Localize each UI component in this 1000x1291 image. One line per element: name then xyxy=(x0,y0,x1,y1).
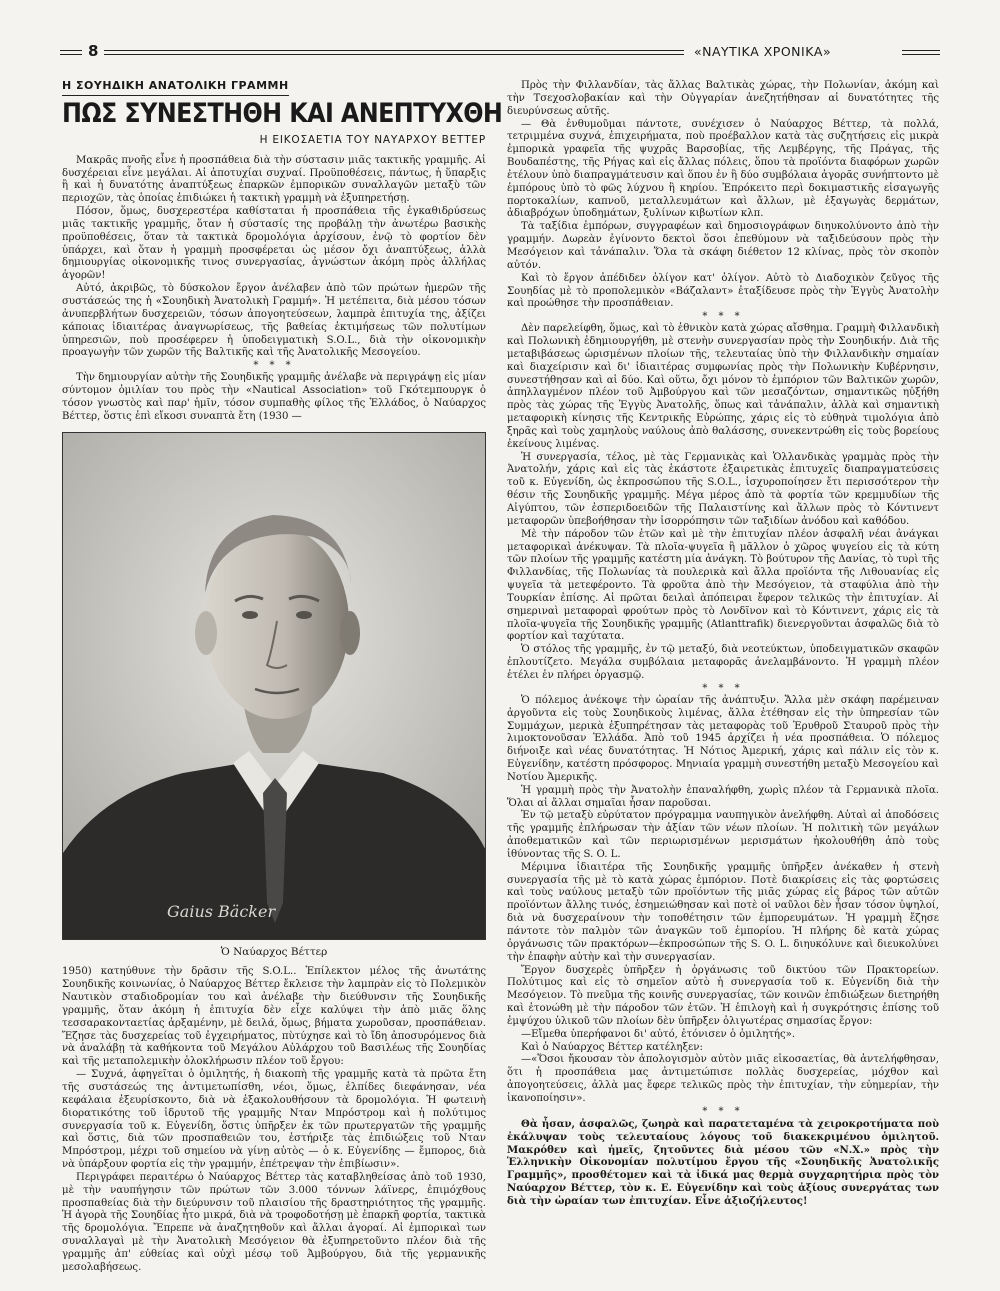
paragraph: Ἔργον δυσχερὲς ὑπῆρξεν ἡ ὀργάνωσις τοῦ δικτύου τῶν Πρακτορείων. Πολύτιμος καὶ εἰς τὸ σημεῖον αὐτὸ ἡ συνεργασία τοῦ κ. Εὐγενίδη διὰ τὴν Μεσόγειον. Τὸ πνεῦμα τῆς κοινῆς συνεργασίας, τῶν κοινῶν ἐπιδιώξεων διετηρήθη καὶ ἐτονώθη μὲ τὴν πάροδον τῶν ἐτῶν. Ἡ ἐπιλογὴ καὶ ἡ συγκρότησις ἐπίσης τοῦ ἐμψύχου ὑλικοῦ τῶν πλοίων δὲν ὑπῆρξεν ὀλιγωτέρας σημασίας ἔργον: xyxy=(507,964,939,1027)
paragraph: Μακρᾶς πνοῆς εἶνε ἡ προσπάθεια διὰ τὴν σύστασιν μιᾶς τακτικῆς γραμμῆς. Αἱ δυσχέρειαι εἶνε μεγάλαι. Αἱ ἀποτυχίαι συχναί. Προϋποθέσεις, πάντως, ἡ ὕπαρξις ἢ καὶ ἡ δυνατότης ἀναπτύξεως ἐπαρκῶν ἐμπορικῶν συναλλαγῶν μεταξὺ τῶν περιοχῶν, τὰς ὁποίας ἐπιδιώκει ἡ τακτικὴ γραμμὴ νὰ ἐξυπηρετήσῃ. xyxy=(62,154,486,205)
page-number: 8 xyxy=(88,42,99,60)
paragraph: Ὁ πόλεμος ἀνέκοψε τὴν ὡραίαν τῆς ἀνάπτυξιν. Ἄλλα μὲν σκάφη παρέμειναν ἀργοῦντα εἰς τοὺς Σουηδικοὺς λιμένας, ἄλλα ἐτέθησαν εἰς τὴν ὑπηρεσίαν τῶν Συμμάχων, μερικὰ ἐξυπηρέτησαν τὰς μεταφορὰς τοῦ Ἐρυθροῦ Σταυροῦ πρὸς τὴν λιμοκτονοῦσαν Ἑλλάδα. Ἀπὸ τοῦ 1945 ἀρχίζει ἡ νέα προσπάθεια. Ὁ πόλεμος διήνοιξε καὶ νέας δυνατότητας. Ἡ Νότιος Ἀμερική, χάρις καὶ πάλιν εἰς τὸν κ. Εὐγενίδην, κατέστη πρόσφορος. Μηνιαία γραμμὴ συνεστήθη μεταξὺ Μεσογείου καὶ Νοτίου Ἀμερικῆς. xyxy=(507,694,939,783)
paragraph: Τὰ ταξίδια ἐμπόρων, συγγραφέων καὶ δημοσιογράφων διηυκολύνοντο ἀπὸ τὴν γραμμήν. Δωρεὰν ἐγίνοντο δεκτοὶ ὅσοι ἐπεθύμουν νὰ ταξιδεύσουν πρὸς τὴν Μεσόγειον καὶ τἀνάπαλιν. Ὅλα τὰ σκάφη διέθετον 12 κλίνας, πρὸς τὸν σκοπὸν αὐτόν. xyxy=(507,221,939,271)
photo-caption: Ὁ Ναύαρχος Βέττερ xyxy=(220,945,328,958)
page-header xyxy=(60,42,940,64)
portrait-photo xyxy=(62,432,486,940)
section-divider-stars: * * * xyxy=(253,360,295,372)
paragraph: —«Ὅσοι ἤκουσαν τὸν ἀπολογισμὸν αὐτὸν μιᾶς εἰκοσαετίας, θὰ ἀντελήφθησαν, ὅτι ἡ προσπάθεια μας ἀντιμετώπισε πολλὰς δυσχερείας, μόχθον καὶ ἀπογοητεύσεις, ἀλλὰ μας ἔφερε τελικῶς πρὸς τὴν ἐπιτυχίαν, τὴν εὐημερίαν, τὴν ἱκανοποίησιν». xyxy=(507,1054,939,1104)
paragraph: —Εἴμεθα ὑπερήφανοι δι' αὐτό, ἐτόνισεν ὁ ὁμιλητής». xyxy=(521,1028,796,1040)
header-rule-middle xyxy=(104,50,684,55)
right-column xyxy=(507,80,939,1208)
article-subhead: Η ΕΙΚΟΣΑΕΤΙΑ ΤΟΥ ΝΑΥΑΡΧΟΥ ΒΕΤΤΕΡ xyxy=(259,133,486,146)
paragraph: Μέριμνα ἰδιαιτέρα τῆς Σουηδικῆς γραμμῆς ὑπῆρξεν ἀνέκαθεν ἡ στενὴ συνεργασία τῆς μὲ τὸ κατὰ χώρας ἐμπόριον. Ποτὲ διακρίσεις εἰς τὰς φορτώσεις καὶ τοὺς ναύλους μεταξὺ τῶν προϊόντων τῆς μιᾶς χώρας εἰς βάρος τῶν αὐτῶν προϊόντων ἄλλης τινός, ἐσημειώθησαν καὶ ποτὲ οἱ ναῦλοι δὲν ἦσαν τόσον ὑψηλοί, διὰ νὰ δυσχεραίνουν τὴν τοποθέτησιν τῶν ἐμπορευμάτων. Ἡ γραμμὴ ἔζησε πάντοτε τὸν παλμὸν τῶν ἀναγκῶν τοῦ ἐμπορίου. Ἡ πλήρης δὲ κατὰ χώρας ὀργάνωσις τῶν πρακτόρων—ἐκπροσώπων τῆς S. O. L. διηυκόλυνε καὶ διευκολύνει τὴν ἐπαφὴν αὐτὴν καὶ τὴν συνεργασίαν. xyxy=(507,861,939,963)
article-kicker: Η ΣΟΥΗΔΙΚΗ ΑΝΑΤΟΛΙΚΗ ΓΡΑΜΜΗ xyxy=(62,80,289,96)
paragraph: Αὐτό, ἀκριβῶς, τὸ δύσκολον ἔργον ἀνέλαβεν ἀπὸ τῶν πρώτων ἡμερῶν τῆς συστάσεώς της ἡ «Σουηδικὴ Ἀνατολικὴ Γραμμή». Ἡ μετέπειτα, διὰ μέσου τόσων ἀνυπερβλήτων δυσχερειῶν, τόσων ἀπογοητεύσεων, λαμπρὰ ἐπιτυχία της, ἀξίζει κάποιας ἰδιαιτέρας ἀναγνωρίσεως, τῆς βαθείας ἐκτιμήσεως τῶν πολυτίμων ὑπηρεσιῶν, ποὺ προσέφερεν ἡ ὑποδειγματικὴ S.O.L., διὰ τὴν οἰκονομικὴν προαγωγὴν τῶν χωρῶν τῆς Βαλτικῆς καὶ τῆς Ἀνατολικῆς Μεσογείου. xyxy=(62,283,486,359)
article-headline: ΠΩΣ ΣΥΝΕΣΤΗΘΗ ΚΑΙ ΑΝΕΠΤΥΧΘΗ xyxy=(62,97,503,129)
paragraph: Καὶ τὸ ἔργον ἀπέδιδεν ὀλίγον κατ' ὀλίγον. Αὐτὸ τὸ Διαδοχικὸν ζεῦγος τῆς Σουηδίας μὲ τὸ προπολεμικὸν «Βάζαλαντ» ἐταξίδευσε πρὸς τὴν Ἐγγὺς Ἀνατολὴν καὶ προώθησε τὴν προσπάθειαν. xyxy=(507,272,939,310)
paragraph: Πρὸς τὴν Φιλλανδίαν, τὰς ἄλλας Βαλτικὰς χώρας, τὴν Πολωνίαν, ἀκόμη καὶ τὴν Τσεχοσλοβακίαν καὶ τὴν Οὑγγαρίαν ἀνεζητήθησαν αἱ δυνατότητες τῆς διευρύνσεως αὐτῆς. xyxy=(507,80,939,117)
photo-signature: Gaius Bäcker xyxy=(167,901,276,921)
paragraph: Ἐν τῷ μεταξὺ εὐρύτατον πρόγραμμα ναυπηγικὸν ἀνελήφθη. Αὐταὶ αἱ ἀποδόσεις τῆς γραμμῆς ἐπλήρωσαν τὴν ἀξίαν τῶν νέων πλοίων. Ἡ πολιτικὴ τῶν μεγάλων ἀποθεματικῶν καὶ τῶν περιωρισμένων μερισμάτων ἠκολουθήθη ἀπὸ τοὺς ἰθύνοντας τῆς S. O. L. xyxy=(507,810,939,860)
paragraph: Τὴν δημιουργίαν αὐτὴν τῆς Σουηδικῆς γραμμῆς ἀνέλαβε νὰ περιγράψῃ εἰς μίαν σύντομον ὁμιλίαν του πρὸς τὴν «Nautical Association» τοῦ Γκότεμπουργκ ὁ τόσον γνωστὸς καὶ παρ' ἡμῖν, τόσον συμπαθὴς φίλος τῆς Ἑλλάδος, ὁ Ναύαρχος Βέττερ, ὅστις ἐπὶ εἴκοσι συναπτὰ ἔτη (1930 — xyxy=(62,372,486,422)
portrait-illustration xyxy=(63,433,486,940)
paragraph: Ἡ συνεργασία, τέλος, μὲ τὰς Γερμανικὰς καὶ Ὁλλανδικὰς γραμμὰς πρὸς τὴν Ἀνατολήν, χάρις καὶ εἰς τὰς ἑκάστοτε ἐξαιρετικὰς ἐπιτυχεῖς διαπραγματεύσεις τοῦ κ. Εὐγενίδη, ὡς ἐκπροσώπου τῆς S.O.L., ἰσχυροποίησεν ἔτι περισσότερον τὴν θέσιν τῆς Σουηδικῆς γραμμῆς. Μέγα μέρος ἀπὸ τὰ φορτία τῶν κρεμμυδίων τῆς Αἰγύπτου, τῶν ἐσπεριδοειδῶν τῆς Παλαιστίνης καὶ ἄλλων πρὸς τὸ Κόντινεντ μεταφορῶν ὑπεβοήθησαν τὴν ἰσορρόπησιν τῶν ταξιδίων ἀνόδου καὶ καθόδου. xyxy=(507,451,939,527)
paragraph: Ὁ στόλος τῆς γραμμῆς, ἐν τῷ μεταξύ, διὰ νεοτεύκτων, ὑποδειγματικῶν σκαφῶν ἐπλουτίζετο. Μεγάλα συμβόλαια μεταφορᾶς ἀνελαμβάνοντο. Ἡ γραμμὴ πλέον ἐτέλει ἐν πλήρει ὀργασμῷ. xyxy=(507,644,939,681)
left-column xyxy=(62,79,503,1275)
paragraph: — Συχνά, ἀφηγεῖται ὁ ὁμιλητής, ἡ διακοπὴ τῆς γραμμῆς κατὰ τὰ πρῶτα ἔτη τῆς συστάσεώς της ἀντιμετωπίσθη, νέοι, ὅμως, ἐλπίδες διεφάνησαν, νέα κεφάλαια ἐξευρίσκοντο, διὰ νὰ ἐξακολουθήσουν τὰ δρομολόγια. Ἡ φωτεινὴ διορατικότης τοῦ ἱδρυτοῦ τῆς γραμμῆς Νταν Μπρόστρομ καὶ ἡ πολύτιμος συνεργασία τοῦ κ. Εὐγενίδη, ὅστις ὑπῆρξεν ἐκ τῶν πρωτεργατῶν τῆς γραμμῆς καὶ ὅστις, διὰ τῶν προσπαθειῶν του, ἐστήριξε τὰς ἐπιδιώξεις τοῦ Νταν Μπρόστρομ, μέχρι τοῦ σημείου νὰ γίνῃ αὐτὸς — ὁ κ. Εὐγενίδης — ἔμπορος, διὰ νὰ ὑπάρξουν φορτία εἰς τὴν γραμμήν, ἐπέτρεψαν τὴν ἐπιβίωσιν». xyxy=(62,1069,486,1171)
magazine-title: «ΝΑΥΤΙΚΑ ΧΡΟΝΙΚΑ» xyxy=(694,44,832,59)
paragraph: Καὶ ὁ Ναύαρχος Βέττερ κατέληξεν: xyxy=(521,1041,703,1053)
closing-paragraph: Θὰ ἦσαν, ἀσφαλῶς, ζωηρὰ καὶ παρατεταμένα τὰ χειροκροτήματα ποὺ ἐκάλυψαν τοὺς τελευταίους λόγους τοῦ διακεκριμένου ὁμιλητοῦ. Μακρόθεν καὶ ἡμεῖς, ζητοῦντες διὰ μέσου τῶν «Ν.Χ.» πρὸς τὴν Ἑλληνικὴν Οἰκονομίαν πολυτίμου ἔργου τῆς «Σουηδικῆς Ἀνατολικῆς Γραμμῆς», προσθέτομεν καὶ τὰ ἰδικά μας θερμὰ συγχαρητήρια πρὸς τὸν Ναύαρχον Βέττερ, τὸν κ. Ε. Εὐγενίδην καὶ τοὺς ἀξίους συνεργάτας των διὰ τὴν ὡραίαν των ἐπιτυχίαν. Εἶνε ἀξιοζήλευτος! xyxy=(507,1117,939,1207)
section-divider-stars: * * * xyxy=(702,1105,744,1117)
paragraph: Δὲν παρελείφθη, ὅμως, καὶ τὸ ἐθνικὸν κατὰ χώρας αἴσθημα. Γραμμὴ Φιλλανδικὴ καὶ Πολωνικὴ ἐδημιουργήθη, μὲ στενὴν συνεργασίαν πρὸς τὴν Σουηδικήν. Διὰ τῆς μεταβιβάσεως ὡρισμένων πλοίων τῆς, τελευταίας ὑπὸ τὴν Φιλλανδικὴν σημαίαν καὶ διαχείρισιν καὶ δι' ἰδιαιτέρας συμφωνίας πρὸς τὴν Πολωνικὴν Κυβέρνησιν, συνεστήθησαν καὶ αἱ δύο. Καὶ οὕτω, ὄχι μόνον τὸ ἐμπόριον τῶν Βαλτικῶν χωρῶν, ἀπηλλαγμένον πλέον τοῦ Ἀμβούργου καὶ τῶν μεσαζόντων, σημαντικῶς ηὐξήθη πρὸς τὰς χώρας τῆς Ἐγγὺς Ἀνατολῆς, ὅπως καὶ τἀνάπαλιν, ἀλλὰ καὶ σημαντικὴ μεταφορικὴ κίνησις τῆς Κεντρικῆς Εὐρώπης, χάρις εἰς τὸ εὐθηνὰ τιμολόγια ἀπὸ ξηρᾶς καὶ τοὺς χαμηλοὺς ναύλους ἀπὸ θαλάσσης, συνεκεντρώθη εἰς τοὺς βορείους ἐκείνους λιμένας. xyxy=(507,323,939,450)
header-rule-left xyxy=(60,50,82,55)
section-divider-stars: * * * xyxy=(702,311,744,323)
paragraph: Πόσον, ὅμως, δυσχερεστέρα καθίσταται ἡ προσπάθεια τῆς ἐγκαθιδρύσεως μιᾶς τακτικῆς γραμμῆς, ὅταν ἡ σύστασίς της προβάλῃ τὴν ἀνωτέρω βασικὴς προϋποθέσεις, ὅταν τὰ τακτικὰ δρομολόγια ἀρχίσουν, ἐνῷ τὸ φορτίον δὲν ὑπάρχει, καὶ ὅταν ἡ γραμμὴ προσφέρεται ὡς μέσον ὄχι ἀναπτύξεως, ἀλλὰ δημιουργίας οἰκονομικῆς τινος συνεργασίας, ἀγνώστων ἀκόμη πρὸς ἀλλήλας ἀγορῶν! xyxy=(62,206,486,282)
header-rule-right xyxy=(902,50,940,55)
paragraph: Μὲ τὴν πάροδον τῶν ἐτῶν καὶ μὲ τὴν ἐπιτυχίαν πλέον ἀσφαλῆ νέαι ἀνάγκαι μεταφορικαὶ ἀνέκυψαν. Τὰ πλοῖα-ψυγεῖα ἢ μᾶλλον ὁ χῶρος ψυγείου εἰς τὰ κύτη τῶν πλοίων τῆς γραμμῆς κατέστη μία ἀνάγκη. Τὸ βούτυρον τῆς Δανίας, τὸ τυρὶ τῆς Φιλλανδίας, τῆς Πολωνίας τὰ πουλερικὰ καὶ ἄλλα προϊόντα τῆς Λιθουανίας εἰς ψυγεῖα τὰ μετεφέροντο. Τὰ φροῦτα ἀπὸ τὴν Μεσόγειον, τὰ σταφύλια ἀπὸ τὴν Τουρκίαν ἐπίσης. Αἱ πρῶται δειλαὶ ἀπόπειραι ἔφερον τελικῶς τὴν ἐπιτυχίαν. Αἱ σημεριναὶ μεταφοραὶ φρούτων πρὸς τὸ Λονδῖνον καὶ τὸ Κόντινεντ, χάρις εἰς τὰ πλοῖα-ψυγεῖα τῆς Σουηδικῆς γραμμῆς (Atlanttrafik) διενεργοῦνται ἀσφαλῶς διὰ τὸ φορτίον καὶ ταχύτατα. xyxy=(507,528,939,643)
paragraph: Ἡ γραμμὴ πρὸς τὴν Ἀνατολὴν ἐπαναλήφθη, χωρὶς πλέον τὰ Γερμανικὰ πλοῖα. Ὅλαι αἱ ἄλλαι σημαῖαι ἦσαν παροῦσαι. xyxy=(507,784,939,809)
paragraph: 1950) κατηύθυνε τὴν δρᾶσιν τῆς S.O.L.. Ἐπίλεκτον μέλος τῆς ἀνωτάτης Σουηδικῆς κοινωνίας, ὁ Ναύαρχος Βέττερ ἔκλεισε τὴν λαμπρὰν εἰς τὸ Πολεμικὸν Ναυτικὸν σταδιοδρομίαν του καὶ ἀνέλαβε τὴν διεύθυνσιν τῆς Σουηδικῆς γραμμῆς, ὅταν ἀκόμη ἡ ἐπιτυχία δὲν εἶχε καλύψει τὴν ἀπὸ μιᾶς ὅλης τεσσαρακονταετίας ἀρξαμένην, μὲ δειλά, ὅμως, βήματα χωροῦσαν, προσπάθειαν. Ἔζησε τὰς δυσχερείας τοῦ ἐγχειρήματος, πὺτύχησε καὶ τὸ ἴδη ἀποσυρόμενος διὰ νὰ ἀναλάβῃ τὰ καθήκοντα τοῦ Μεγάλου Αὐλάρχου τοῦ Βασιλέως τῆς Σουηδίας καὶ τῆς μεταπολεμικὴν ὁλοκλήρωσιν πλέον τοῦ ἔργου: xyxy=(62,966,486,1068)
paragraph: — Θὰ ἐνθυμοῦμαι πάντοτε, συνέχισεν ὁ Ναύαρχος Βέττερ, τὰ πολλά, τετριμμένα συχνά, ἐπιχειρήματα, ποὺ προέβαλλον κατὰ τὰς συζητήσεις εἰς μικρὰ ἐμπορικὰ γραφεῖα τῆς ψυχρᾶς Βαρσοβίας, τῆς Λεμβέργης, τῆς Πράγας, τῆς Βουδαπέστης, τῆς Ρήγας καὶ εἰς ἄλλας πόλεις, ὅπου τὰ προϊόντα διαφόρων χωρῶν ἐτέλουν ὑπὸ διαπραγμάτευσιν καὶ ὅπου ἐν ἢ δύο συμβόλαια ἀγορᾶς συνήπτοντο μὲ ἐμπόρους ὑπὸ τὸ φῶς λύχνου ἢ κηρίου. Ἐπρόκειτο περὶ δοκιμαστικῆς εἰσαγωγῆς πορτοκαλίων, καπνοῦ, μεταλλευμάτων καὶ ἄλλων, μὲ ἐξαγωγὰς δερμάτων, ἀδιαβρόχων ὑποδημάτων, ξυλίνων κιβωτίων κλπ. xyxy=(507,118,939,220)
section-divider-stars: * * * xyxy=(702,682,744,694)
paragraph: Περιγράφει περαιτέρω ὁ Ναύαρχος Βέττερ τὰς καταβληθείσας ἀπὸ τοῦ 1930, μὲ τὴν ναυπήγησιν τῶν πρώτων τῶν 3.000 τόννων λάϊνερς, ἐπιμόχθους προσπαθείας διὰ τὴν διεύρυνσιν τοῦ πλαισίου τῆς δραστηριότητος τῆς γραμμῆς. Ἡ ἀγορὰ τῆς Σουηδίας ἦτο μικρά, διὰ νὰ τροφοδοτήσῃ μὲ ἐπαρκῆ φορτία, τακτικὰ τῆς δρομολόγια. Ἔπρεπε νὰ ἀναζητηθοῦν καὶ ἄλλαι ἀγοραί. Αἱ ἐμπορικαὶ των συναλλαγαὶ μὲ τὴν Ἀνατολικὴ Μεσόγειον θὰ ἐξυπηρετοῦντο πλέον διὰ τῆς γραμμῆς ἀπ' εὐθείας καὶ οὐχὶ μέσῳ τοῦ Ἀμβούργου, διὰ τῆς γερμανικῆς μεσολαβήσεως. xyxy=(62,1171,486,1273)
closing-paragraph-block xyxy=(507,1118,939,1208)
